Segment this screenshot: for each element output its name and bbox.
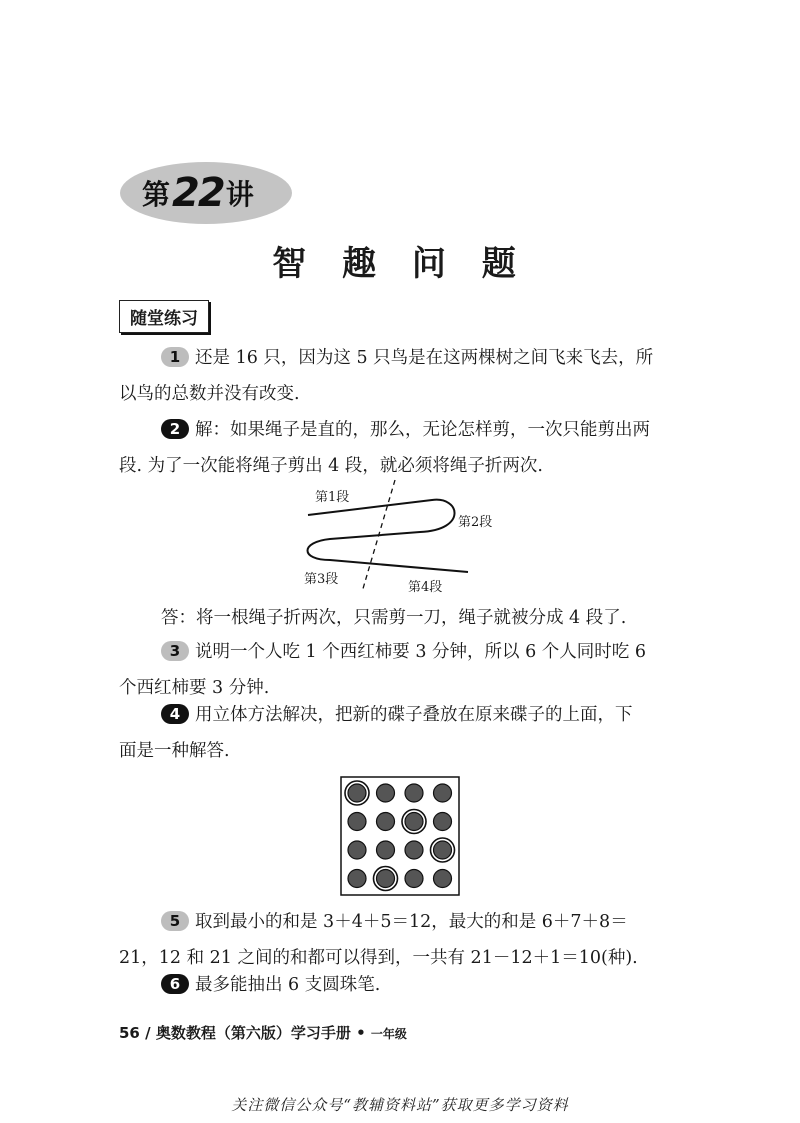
page-footer	[119, 1022, 407, 1043]
stacked-plate	[405, 813, 423, 831]
footer-separator: /	[145, 1024, 151, 1042]
lecture-prefix: 第	[142, 178, 171, 211]
answer-line: 说明一个人吃 1 个西红柿要 3 分钟，所以 6 个人同时吃 6	[195, 642, 646, 662]
rope-label-3: 第3段	[304, 572, 339, 587]
plate-grid	[340, 776, 460, 896]
plate	[348, 841, 366, 859]
answer-1	[119, 340, 689, 412]
footer-dot: •	[356, 1024, 366, 1042]
lecture-badge	[118, 160, 294, 226]
plate	[434, 784, 452, 802]
answer-2	[119, 412, 689, 484]
answer-3	[119, 634, 689, 706]
answer-number-badge: 2	[161, 419, 189, 439]
plate	[434, 870, 452, 888]
answer-line: 个西红柿要 3 分钟.	[119, 678, 270, 698]
answer-line: 取到最小的和是 3＋4＋5＝12，最大的和是 6＋7＋8＝	[195, 912, 628, 932]
plate-grid-figure	[340, 776, 460, 896]
rope-label-2: 第2段	[458, 515, 493, 530]
section-label: 随堂练习	[119, 300, 209, 333]
answer-number-badge: 6	[161, 974, 189, 994]
answer-line: 用立体方法解决，把新的碟子叠放在原来碟子的上面，下	[195, 705, 633, 725]
plate	[348, 813, 366, 831]
plate	[348, 870, 366, 888]
answer-number-badge: 3	[161, 641, 189, 661]
book-title: 奥数教程（第六版）学习手册	[155, 1024, 351, 1042]
answer-line: 21，12 和 21 之间的和都可以得到，一共有 21－12＋1＝10(种).	[119, 948, 638, 968]
plate	[377, 813, 395, 831]
watermark-text: 关注微信公众号“教辅资料站”获取更多学习资料	[231, 1096, 569, 1114]
plate	[405, 841, 423, 859]
page-number: 56	[119, 1024, 140, 1042]
answer-line: 答：将一根绳子折两次，只需剪一刀，绳子就被分成 4 段了.	[161, 608, 627, 628]
page-title: 智 趣 问 题	[272, 244, 528, 284]
plate	[434, 813, 452, 831]
answer-line: 最多能抽出 6 支圆珠笔.	[195, 975, 381, 995]
lecture-suffix: 讲	[225, 178, 254, 211]
answer-line: 以鸟的总数并没有改变.	[119, 384, 300, 404]
answer-4	[119, 697, 689, 769]
answer-2-conclusion	[119, 600, 689, 636]
plate	[405, 870, 423, 888]
plate	[405, 784, 423, 802]
answer-line: 解：如果绳子是直的，那么，无论怎样剪，一次只能剪出两	[195, 420, 650, 440]
stacked-plate	[377, 870, 395, 888]
rope-label-4: 第4段	[408, 580, 443, 595]
grade-label: 一年级	[370, 1027, 407, 1041]
answer-line: 面是一种解答.	[119, 741, 230, 761]
stacked-plate	[348, 784, 366, 802]
answer-6	[119, 967, 689, 1003]
answer-5	[119, 904, 689, 976]
answer-line: 段. 为了一次能将绳子剪出 4 段，就必须将绳子折两次.	[119, 456, 543, 476]
plate	[377, 841, 395, 859]
answer-line: 还是 16 只，因为这 5 只鸟是在这两棵树之间飞来飞去，所	[195, 348, 654, 368]
answer-number-badge: 1	[161, 347, 189, 367]
rope-figure	[300, 478, 500, 593]
lecture-number: 22	[172, 170, 224, 216]
stacked-plate	[434, 841, 452, 859]
rope-label-1: 第1段	[315, 490, 350, 505]
answer-number-badge: 4	[161, 704, 189, 724]
answer-number-badge: 5	[161, 911, 189, 931]
plate	[377, 784, 395, 802]
